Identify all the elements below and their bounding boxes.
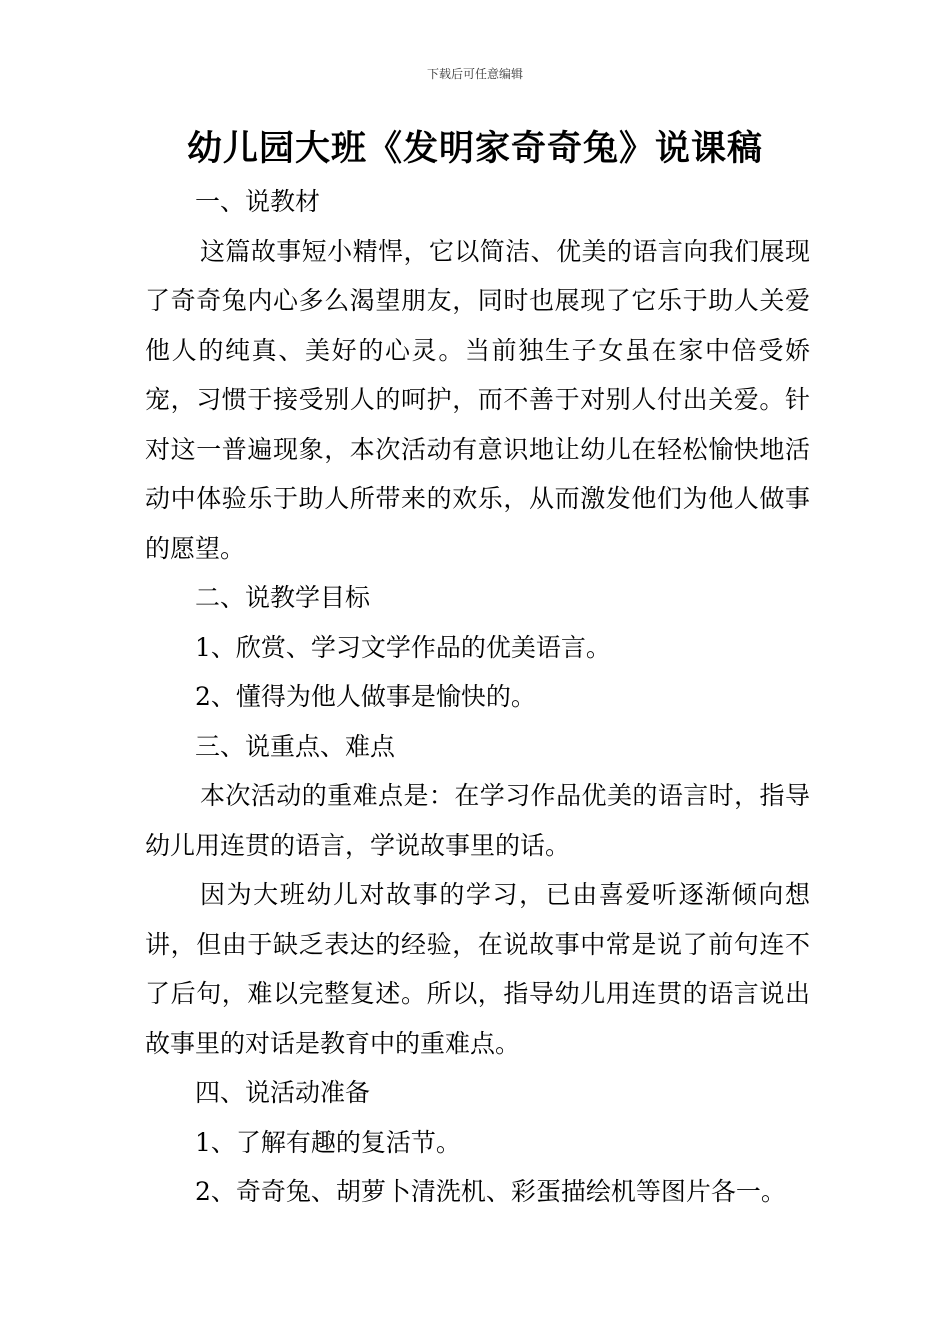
header-note: 下载后可任意编辑 <box>426 67 523 81</box>
document-title: 幼儿园大班《发明家奇奇兔》说课稿 <box>186 128 763 169</box>
document-body <box>145 177 810 1217</box>
section-heading-textbook: 一、说教材 <box>195 187 321 216</box>
paragraph-key-points-reason: 因为大班幼儿对故事的学习，已由喜爱听逐渐倾向想讲，但由于缺乏表达的经验，在说故事中常是说了前句连不了后句，难以完整复述。所以，指导幼儿用连贯的语言说出故事里的对话是教育中的重难点。 <box>145 880 810 1058</box>
goal-item-1: 1、欣赏、学习文学作品的优美语言。 <box>195 632 611 662</box>
preparation-item-2: 2、奇奇兔、胡萝卜清洗机、彩蛋描绘机等图片各一。 <box>195 1177 786 1206</box>
paragraph-textbook: 这篇故事短小精悍，它以简洁、优美的语言向我们展现了奇奇兔内心多么渴望朋友，同时也展现了它乐于助人关爱他人的纯真、美好的心灵。当前独生子女虽在家中倍受娇宠，习惯于接受别人的呵护，而不善于对别人付出关爱。针对这一普遍现象，本次活动有意识地让幼儿在轻松愉快地活动中体验乐于助人所带来的欢乐，从而激发他们为他人做事的愿望。 <box>145 236 810 563</box>
section-heading-goals: 二、说教学目标 <box>195 583 371 612</box>
goal-item-2: 2、懂得为他人做事是愉快的。 <box>195 682 536 711</box>
section-heading-key-points: 三、说重点、难点 <box>195 731 396 761</box>
preparation-item-1: 1、了解有趣的复活节。 <box>195 1127 461 1157</box>
paragraph-key-points: 本次活动的重难点是：在学习作品优美的语言时，指导幼儿用连贯的语言，学说故事里的话。 <box>145 781 810 860</box>
section-heading-preparation: 四、说活动准备 <box>195 1078 371 1107</box>
